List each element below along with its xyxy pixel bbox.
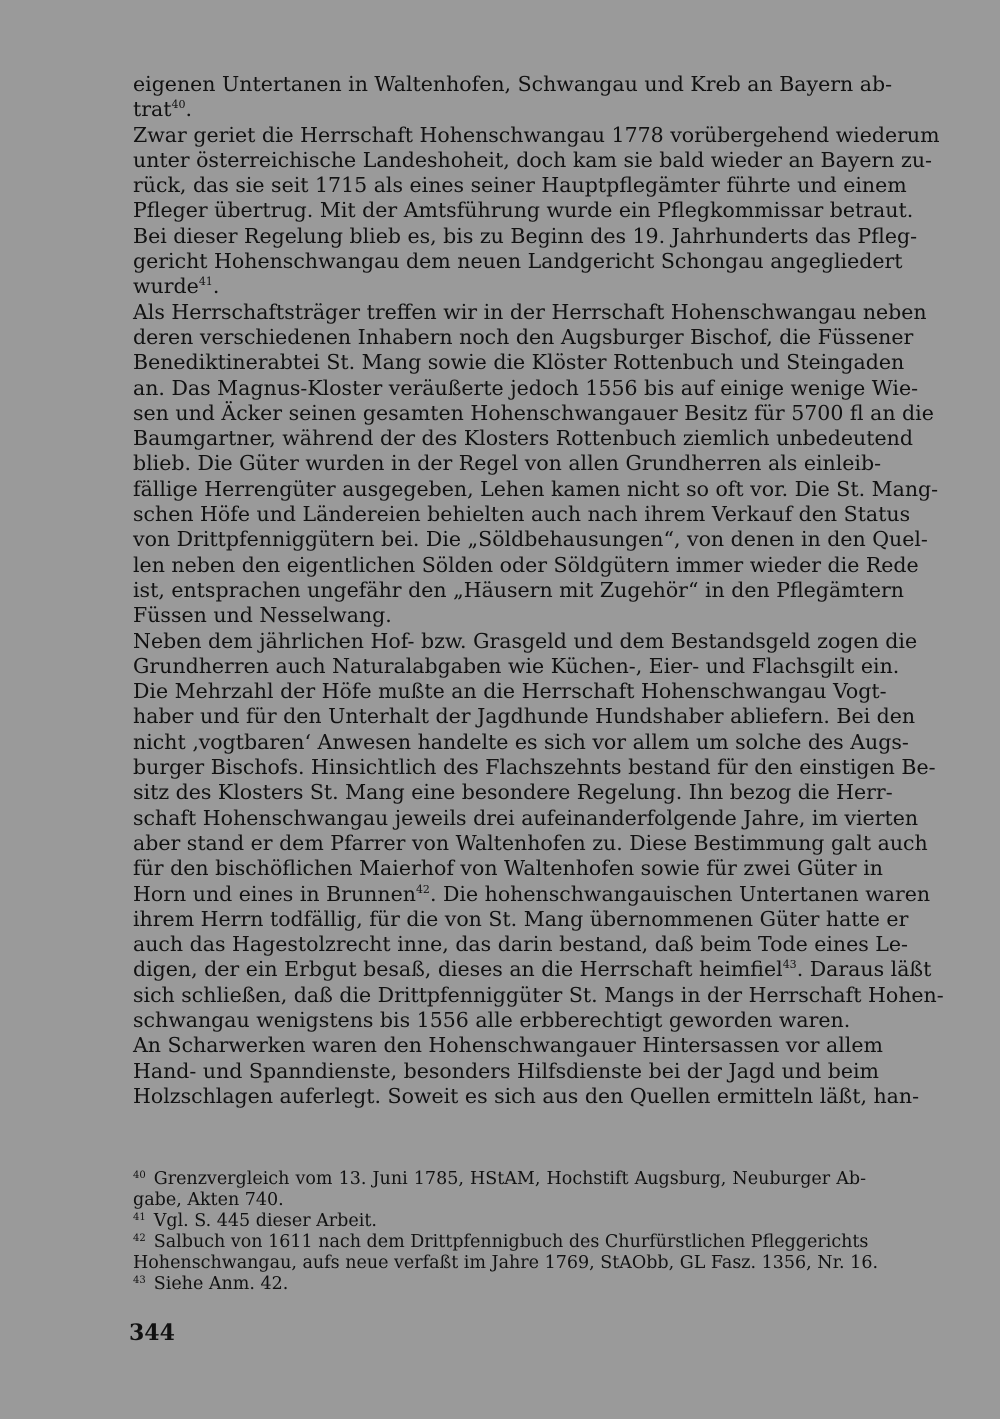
text-line: Benediktinerabtei St. Mang sowie die Klöster Rottenbuch und Steingaden	[133, 350, 905, 375]
text-line: blieb. Die Güter wurden in der Regel von allen Grundherren als einleib-	[133, 451, 882, 476]
text-line: sitz des Klosters St. Mang eine besondere Regelung. Ihn bezog die Herr-	[133, 780, 893, 805]
footnote-ref-41[interactable]: 41	[198, 275, 213, 289]
text-line: sen und Äcker seinen gesamten Hohenschwangauer Besitz für 5700 fl an die	[133, 400, 934, 425]
footnote-42: $^{42}$ Salbuch von 1611 nach dem Drittpfennigbuch des Churfürstlichen Pfleggerichts	[133, 1232, 869, 1252]
text-line: An Scharwerken waren den Hohenschwangauer Hintersassen vor allem	[133, 1033, 883, 1058]
text-line: deren verschiedenen Inhabern noch den Augsburger Bischof, die Füssener	[133, 324, 914, 349]
text-line: Die Mehrzahl der Höfe mußte an die Herrschaft Hohenschwangau Vogt-	[133, 679, 887, 704]
text-line: Holzschlagen auferlegt. Soweit es sich aus den Quellen ermitteln läßt, han-	[133, 1083, 920, 1108]
text-line: schen Höfe und Ländereien behielten auch nach ihrem Verkauf den Status	[133, 502, 911, 527]
text-line: Zwar geriet die Herrschaft Hohenschwangau 1778 vorübergehend wiederum	[133, 122, 940, 147]
text-line: unter österreichische Landeshoheit, doch kam sie bald wieder an Bayern zu-	[133, 147, 932, 172]
footnotes	[133, 1169, 879, 1295]
footnote-41: $^{41}$ Vgl. S. 445 dieser Arbeit.	[133, 1211, 377, 1231]
text-line: gericht Hohenschwangau dem neuen Landgericht Schongau angegliedert	[133, 249, 903, 274]
footnote-ref-42[interactable]: 42	[415, 882, 430, 896]
text-line: fällige Herrengüter ausgegeben, Lehen kamen nicht so oft vor. Die St. Mang-	[133, 476, 939, 501]
text-line: an. Das Magnus-Kloster veräußerte jedoch 1556 bis auf einige wenige Wie-	[133, 375, 919, 400]
text-line: Horn und eines in Brunnen$^{42}$. Die hohenschwangauischen Untertanen waren	[133, 881, 931, 906]
text-line: haber und für den Unterhalt der Jagdhunde Hundshaber abliefern. Bei den	[133, 704, 916, 729]
text-line: Füssen und Nesselwang.	[133, 603, 392, 628]
footnote-40: $^{40}$ Grenzvergleich vom 13. Juni 1785, HStAM, Hochstift Augsburg, Neuburger Ab-	[133, 1169, 866, 1189]
footnote-mark: 42	[133, 1233, 146, 1244]
footnote-mark: 41	[133, 1212, 146, 1223]
text-line: für den bischöflichen Maierhof von Waltenhofen sowie für zwei Güter in	[133, 856, 883, 881]
text-line: Grundherren auch Naturalabgaben wie Küchen-, Eier- und Flachsgilt ein.	[133, 653, 900, 678]
text-line: Als Herrschaftsträger treffen wir in der Herrschaft Hohenschwangau neben	[133, 299, 927, 324]
text-line: auch das Hagestolzrecht inne, das darin bestand, daß beim Tode eines Le-	[133, 932, 908, 957]
text-line: schwangau wenigstens bis 1556 alle erbberechtigt geworden waren.	[133, 1007, 851, 1032]
body-paragraphs	[133, 72, 944, 1109]
footnote-ref-43[interactable]: 43	[782, 958, 797, 972]
footnote-42-cont: Hohenschwangau, aufs neue verfaßt im Jahre 1769, StAObb, GL Fasz. 1356, Nr. 16.	[133, 1253, 879, 1273]
text-line: burger Bischofs. Hinsichtlich des Flachszehnts bestand für den einstigen Be-	[133, 755, 936, 780]
text-line: Bei dieser Regelung blieb es, bis zu Beginn des 19. Jahrhunderts das Pfleg-	[133, 223, 918, 248]
main-text	[133, 72, 944, 1109]
footnote-mark: 40	[133, 1170, 146, 1181]
text-line: eigenen Untertanen in Waltenhofen, Schwangau und Kreb an Bayern ab-	[133, 72, 893, 96]
text-line: Baumgartner, während der des Klosters Rottenbuch ziemlich unbedeutend	[133, 426, 913, 451]
text-line: rück, das sie seit 1715 als eines seiner Hauptpflegämter führte und einem	[133, 173, 907, 198]
text-line: Hand- und Spanndienste, besonders Hilfsdienste bei der Jagd und beim	[133, 1058, 879, 1083]
text-line: von Drittpfenniggütern bei. Die „Söldbehausungen“, von denen in den Quel-	[133, 527, 928, 552]
text-line: digen, der ein Erbgut besaß, dieses an die Herrschaft heimfiel$^{43}$. Daraus läßt	[133, 957, 932, 982]
text-line: wurde$^{41}$.	[133, 274, 220, 299]
text-line: ihrem Herrn todfällig, für die von St. Mang übernommenen Güter hatte er	[133, 906, 909, 931]
text-line: Pfleger übertrug. Mit der Amtsführung wurde ein Pflegkommissar betraut.	[133, 198, 914, 223]
text-line: trat$^{40}$.	[133, 97, 193, 122]
text-line: sich schließen, daß die Drittpfenniggüter St. Mangs in der Herrschaft Hohen-	[133, 982, 944, 1007]
footnote-40-cont: gabe, Akten 740.	[133, 1190, 284, 1210]
page-number: 344	[129, 1320, 175, 1346]
text-line: Neben dem jährlichen Hof- bzw. Grasgeld und dem Bestandsgeld zogen die	[133, 628, 918, 653]
footnote-ref-40[interactable]: 40	[171, 98, 186, 112]
text-line: schaft Hohenschwangau jeweils drei aufeinanderfolgende Jahre, im vierten	[133, 805, 919, 830]
text-line: aber stand er dem Pfarrer von Waltenhofen zu. Diese Bestimmung galt auch	[133, 830, 928, 855]
text-line: len neben den eigentlichen Sölden oder Söldgütern immer wieder die Rede	[133, 552, 919, 577]
text-line: nicht ‚vogtbaren‘ Anwesen handelte es sich vor allem um solche des Augs-	[133, 729, 909, 754]
footnote-mark: 43	[133, 1275, 146, 1286]
footnote-43: $^{43}$ Siehe Anm. 42.	[133, 1274, 289, 1294]
text-line: ist, entsprachen ungefähr den „Häusern mit Zugehör“ in den Pflegämtern	[133, 577, 904, 602]
